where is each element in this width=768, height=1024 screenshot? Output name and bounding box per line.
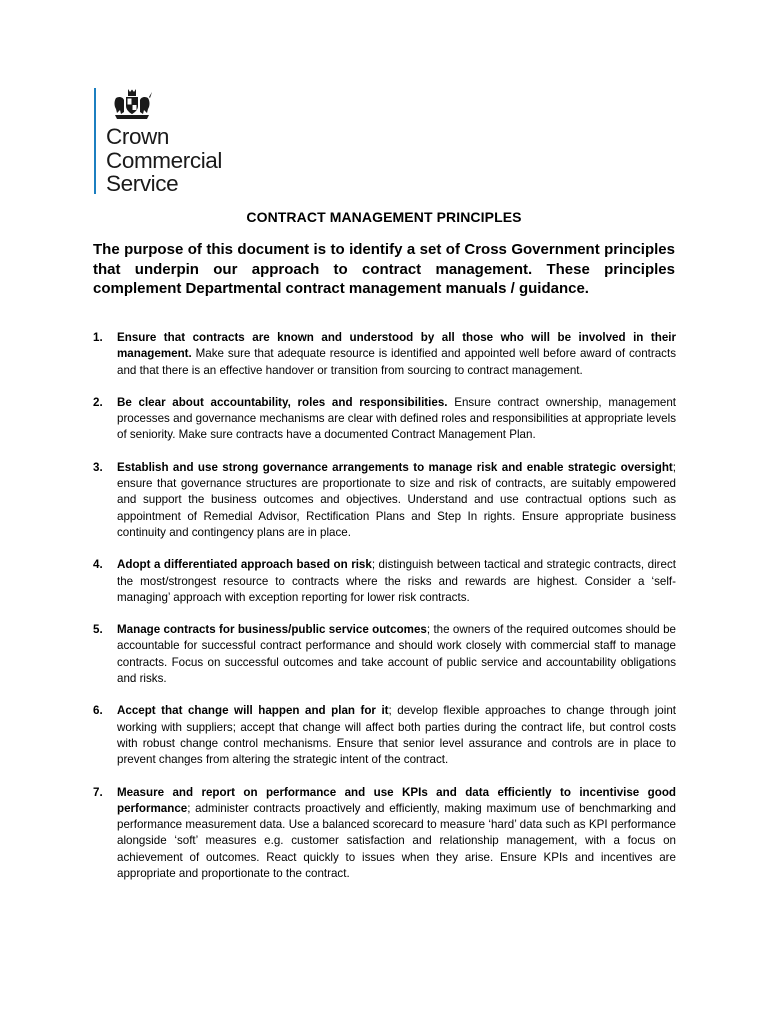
principle-item [93,785,676,883]
principles-list [93,330,676,898]
principle-lead: Be clear about accountability, roles and responsibilities. [117,395,448,409]
principle-lead: Ensure that contracts are known and understood by all those who will be involved in their management. [117,331,676,361]
logo-rule [94,88,96,194]
principle-number: 3. [93,460,103,474]
principle-number: 4. [93,558,103,572]
logo-line-service: Service [106,171,179,196]
logo-wordmark [106,125,222,196]
principle-body: ; ensure that governance structures are proportionate to size and risk of contracts, are suitably empowered and support the business outcomes and objectives. Understand and use contractual options such as appointment of Remedial Advisor, Rectification Plans and Step In rights. Ensure appropriate business continuity and contingency plans are in place. [117,460,676,539]
intro-paragraph: The purpose of this document is to identify a set of Cross Government principles that underpin our approach to contract management. These principles complement Departmental contract management manuals / guidance. [93,241,675,297]
principle-lead: Establish and use strong governance arrangements to manage risk and enable strategic oversight [117,460,673,474]
logo-line-commercial: Commercial [106,147,223,173]
principle-lead: Accept that change will happen and plan for it [117,704,389,718]
principle-body: Make sure that adequate resource is identified and appointed well before award of contracts and that there is an effective handover or transition from sourcing to contract management. [117,347,676,377]
principle-lead: Manage contracts for business/public service outcomes [117,623,427,637]
principle-lead: Measure and report on performance and use KPIs and data efficiently to incentivise good performance [117,785,676,815]
principle-body: Ensure contract ownership, management processes and governance mechanisms are clear with defined roles and responsibilities at appropriate levels of seniority. Make sure contracts have a documented Contract Management Plan. [117,395,676,442]
royal-crest-icon [112,88,152,122]
principle-number: 5. [93,623,103,637]
principle-item [93,703,676,768]
document-title: CONTRACT MANAGEMENT PRINCIPLES [246,209,522,225]
principle-item [93,395,676,444]
principle-number: 7. [93,785,103,799]
principle-number: 6. [93,704,103,718]
principle-body: ; administer contracts proactively and efficiently, making maximum use of benchmarking and performance measurement data. Use a balanced scorecard to measure ‘hard’ data such as KPI performance alongside ‘soft’ measures e.g. customer satisfaction and relationship management, with a focus on achievement of outcomes. React quickly to issues when they arise. Ensure KPIs and incentives are appropriate and proportionate to the contract. [117,801,676,881]
principle-body: ; distinguish between tactical and strategic contracts, direct the most/strongest resource to contracts where the risks and rewards are highest. Consider a ‘self-managing’ approach with exception reporting for lower risk contracts. [117,558,676,604]
principle-number: 1. [93,331,103,344]
principle-item [93,622,676,687]
principle-number: 2. [93,395,103,409]
principle-item [93,460,676,541]
principle-item [93,330,676,379]
ccs-logo [94,88,223,196]
principle-item [93,557,676,606]
principle-lead: Adopt a differentiated approach based on risk [117,558,372,572]
logo-line-crown: Crown [106,124,170,149]
principle-body: ; develop flexible approaches to change through joint working with suppliers; accept that change will affect both parties during the contract life, but control costs with robust change control mechanisms. Ensure that senior level assurance and controls are in place to prevent changes from altering the strategic intent of the contract. [117,704,676,767]
principle-body: ; the owners of the required outcomes should be accountable for successful contract performance and should work closely with commercial staff to manage contracts. Focus on successful outcomes and take account of public service and accountability obligations and risks. [117,623,676,686]
